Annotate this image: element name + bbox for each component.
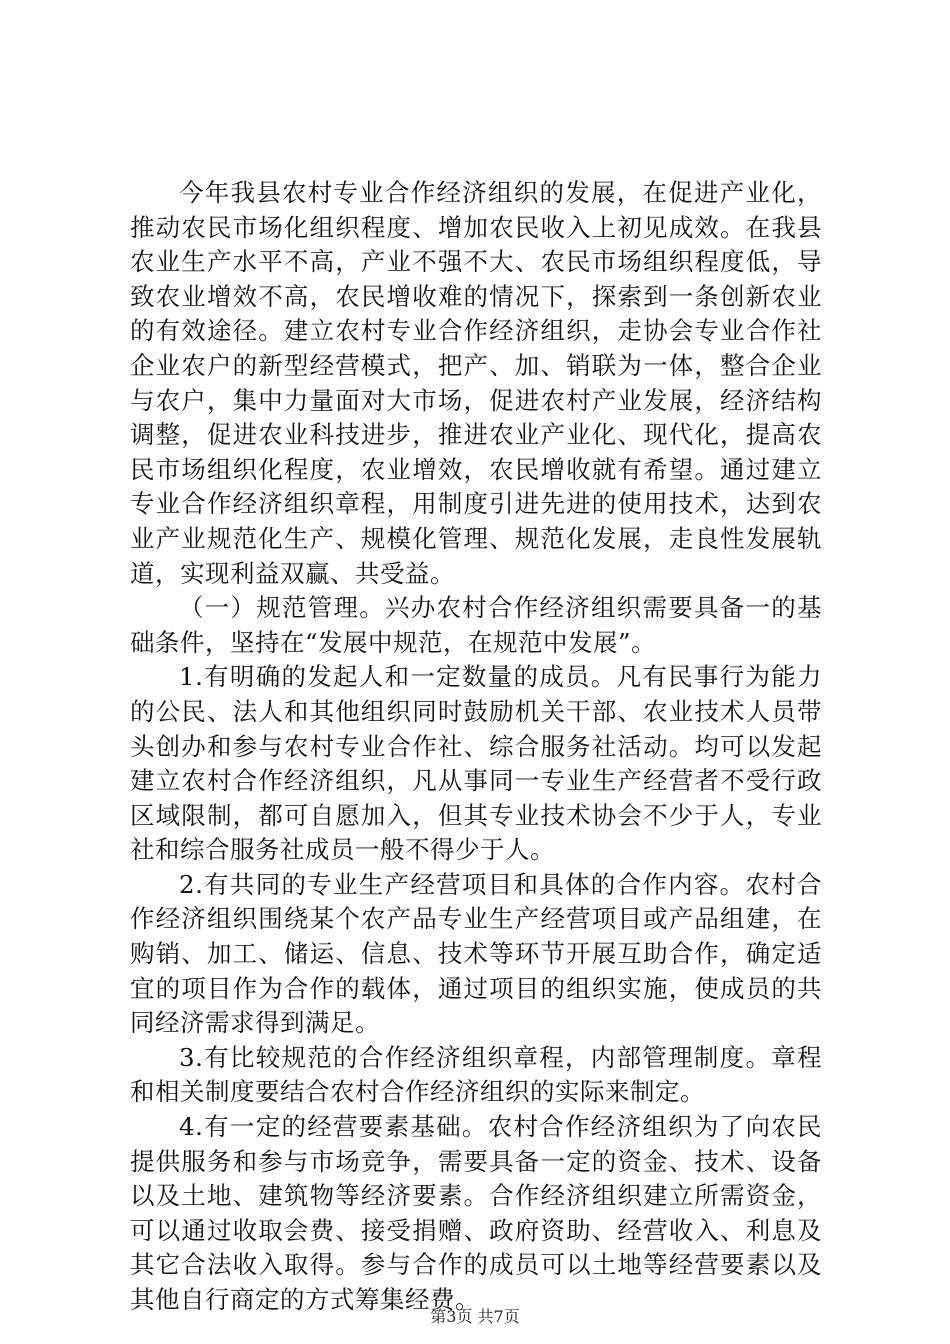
paragraph-item-3: 3.有比较规范的合作经济组织章程，内部管理制度。章程和相关制度要结合农村合作经济组织的实际来制定。: [130, 1042, 822, 1107]
document-body: [130, 176, 822, 1318]
page-footer: 第3页 共7页: [430, 1307, 520, 1326]
paragraph-intro: 今年我县农村专业合作经济组织的发展，在促进产业化，推动农民市场化组织程度、增加农民收入上初见成效。在我县农业生产水平不高，产业不强不大、农民市场组织程度低，导致农业增效不高，农民增收难的情况下，探索到一条创新农业的有效途径。建立农村专业合作经济组织，走协会专业合作社企业农户的新型经营模式，把产、加、销联为一体，整合企业与农户，集中力量面对大市场，促进农村产业发展，经济结构调整，促进农业科技进步，推进农业产业化、现代化，提高农民市场组织化程度，农业增效，农民增收就有希望。通过建立专业合作经济组织章程，用制度引进先进的使用技术，达到农业产业规范化生产、规模化管理、规范化发展，走良性发展轨道，实现利益双赢、共受益。: [130, 178, 822, 588]
paragraph-item-1: 1.有明确的发起人和一定数量的成员。凡有民事行为能力的公民、法人和其他组织同时鼓励机关干部、农业技术人员带头创办和参与农村专业合作社、综合服务社活动。均可以发起建立农村合作经济组织，凡从事同一专业生产经营者不受行政区域限制，都可自愿加入，但其专业技术协会不少于人，专业社和综合服务社成员一般不得少于人。: [130, 662, 822, 865]
paragraph-section-heading: （一）规范管理。兴办农村合作经济组织需要具备一的基础条件，坚持在“发展中规范，在规范中发展”。: [130, 593, 822, 657]
paragraph-item-4: 4.有一定的经营要素基础。农村合作经济组织为了向农民提供服务和参与市场竞争，需要具备一定的资金、技术、设备以及土地、建筑物等经济要素。合作经济组织建立所需资金，可以通过收取会费、接受捐赠、政府资助、经营收入、利息及其它合法收入取得。参与合作的成员可以土地等经营要素以及其他自行商定的方式筹集经费。: [130, 1112, 822, 1314]
paragraph-item-2: 2.有共同的专业生产经营项目和具体的合作内容。农村合作经济组织围绕某个农产品专业生产经营项目或产品组建，在购销、加工、储运、信息、技术等环节开展互助合作，确定适宜的项目作为合作的载体，通过项目的组织实施，使成员的共同经济需求得到满足。: [130, 869, 822, 1038]
